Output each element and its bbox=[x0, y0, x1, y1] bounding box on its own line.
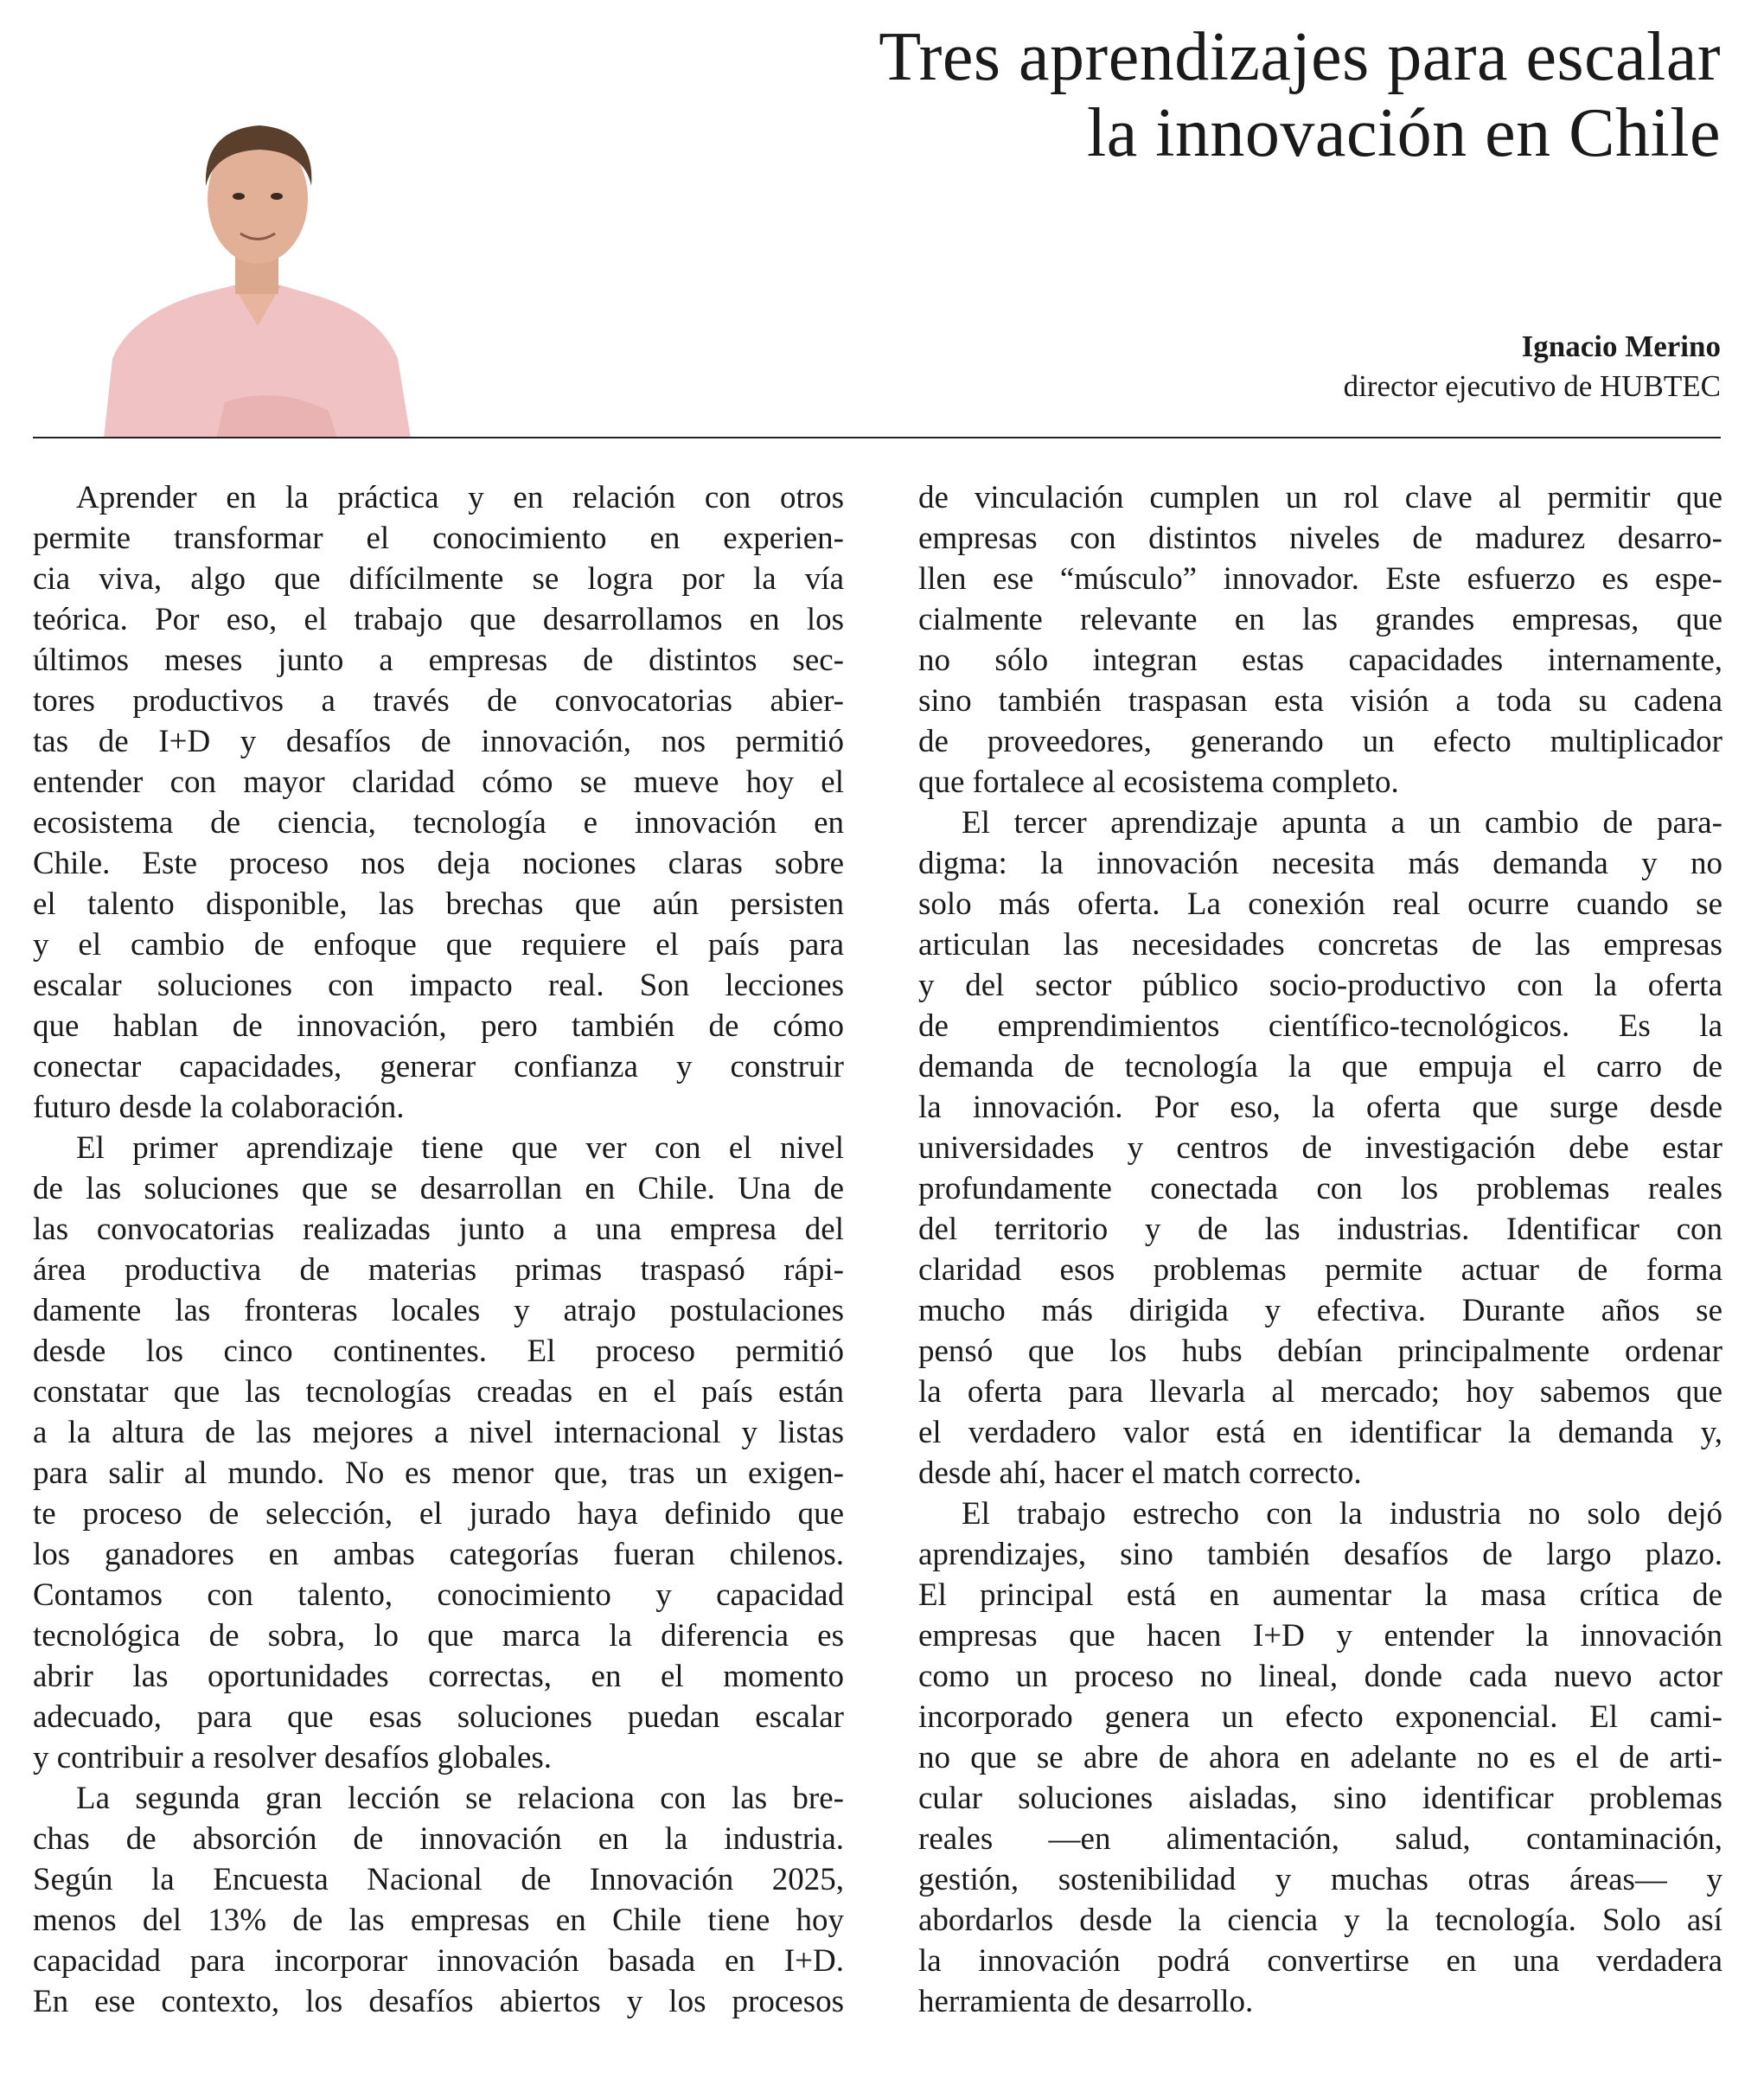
text-line: Contamos con talento, conocimiento y capacidad bbox=[33, 1577, 844, 1613]
text-line: claridad esos problemas permite actuar de forma bbox=[918, 1252, 1722, 1288]
text-line: Chile. Este proceso nos deja nociones claras sobre bbox=[33, 846, 844, 881]
title-line: la innovación en Chile bbox=[1086, 95, 1721, 171]
text-line: El primer aprendizaje tiene que ver con el nivel bbox=[76, 1130, 844, 1166]
text-line: demanda de tecnología la que empuja el carro de bbox=[918, 1049, 1722, 1084]
text-line: empresas que hacen I+D y entender la innovación bbox=[918, 1618, 1722, 1654]
text-line: para salir al mundo. No es menor que, tras un exigen- bbox=[33, 1455, 844, 1491]
text-line: menos del 13% de las empresas en Chile tiene hoy bbox=[33, 1903, 844, 1938]
text-line: tas de I+D y desafíos de innovación, nos permitió bbox=[33, 724, 844, 759]
paragraph bbox=[33, 477, 844, 1128]
text-line: la innovación. Por eso, la oferta que surge desde bbox=[918, 1090, 1722, 1125]
text-line: desde los cinco continentes. El proceso permitió bbox=[33, 1334, 844, 1369]
text-line: que fortalece al ecosistema completo. bbox=[918, 764, 1399, 800]
text-line: llen ese “músculo” innovador. Este esfuerzo es espe- bbox=[918, 561, 1722, 597]
text-line: gestión, sostenibilidad y muchas otras áreas— y bbox=[918, 1862, 1722, 1897]
text-line: no sólo integran estas capacidades internamente, bbox=[918, 643, 1722, 678]
text-line: El principal está en aumentar la masa crítica de bbox=[918, 1577, 1722, 1613]
text-line: escalar soluciones con impacto real. Son lecciones bbox=[33, 968, 844, 1003]
text-line: empresas con distintos niveles de madurez desarro- bbox=[918, 521, 1722, 556]
text-line: tores productivos a través de convocatorias abier- bbox=[33, 683, 844, 719]
text-line: constatar que las tecnologías creadas en el país están bbox=[33, 1374, 844, 1410]
text-line: y contribuir a resolver desafíos globales. bbox=[33, 1740, 553, 1775]
text-line: tecnológica de sobra, lo que marca la diferencia es bbox=[33, 1618, 844, 1654]
author-name: Ignacio Merino bbox=[1521, 329, 1721, 363]
text-line: sino también traspasan esta visión a toda su cadena bbox=[918, 683, 1722, 719]
text-line: profundamente conectada con los problemas reales bbox=[918, 1171, 1722, 1206]
title-line: Tres aprendizajes para escalar bbox=[879, 19, 1721, 95]
text-line: abordarlos desde la ciencia y la tecnología. Solo así bbox=[918, 1903, 1722, 1938]
text-line: entender con mayor claridad cómo se mueve hoy el bbox=[33, 764, 844, 800]
text-line: chas de absorción de innovación en la industria. bbox=[33, 1821, 844, 1857]
header-divider bbox=[33, 437, 1721, 438]
text-line: En ese contexto, los desafíos abiertos y los procesos bbox=[33, 1984, 844, 2019]
text-line: de las soluciones que se desarrollan en Chile. Una de bbox=[33, 1171, 844, 1206]
text-line: cular soluciones aisladas, sino identificar problemas bbox=[918, 1781, 1722, 1816]
text-line: La segunda gran lección se relaciona con las bre- bbox=[76, 1781, 844, 1816]
paragraph bbox=[918, 477, 1722, 803]
text-line: las convocatorias realizadas junto a una empresa del bbox=[33, 1212, 844, 1247]
byline bbox=[1344, 327, 1721, 406]
text-line: pensó que los hubs debían principalmente ordenar bbox=[918, 1334, 1722, 1369]
text-column-right bbox=[918, 477, 1722, 2022]
text-line: de vinculación cumplen un rol clave al permitir que bbox=[918, 480, 1722, 515]
text-line: los ganadores en ambas categorías fueran chilenos. bbox=[33, 1537, 844, 1572]
text-line: la innovación podrá convertirse en una verdadera bbox=[918, 1943, 1722, 1979]
text-line: de proveedores, generando un efecto multiplicador bbox=[918, 724, 1722, 759]
text-line: futuro desde la colaboración. bbox=[33, 1090, 405, 1125]
paragraph bbox=[918, 803, 1722, 1494]
text-line: digma: la innovación necesita más demanda y no bbox=[918, 846, 1722, 881]
text-line: de emprendimientos científico-tecnológicos. Es la bbox=[918, 1008, 1722, 1044]
text-line: últimos meses junto a empresas de distintos sec- bbox=[33, 643, 844, 678]
author-role: director ejecutivo de HUBTEC bbox=[1343, 369, 1721, 403]
text-line: ecosistema de ciencia, tecnología e innovación en bbox=[33, 805, 844, 841]
text-line: cialmente relevante en las grandes empresas, que bbox=[918, 602, 1722, 637]
text-line: la oferta para llevarla al mercado; hoy sabemos que bbox=[918, 1374, 1722, 1410]
author-photo bbox=[104, 99, 411, 438]
text-line: área productiva de materias primas traspasó rápi- bbox=[33, 1252, 844, 1288]
author-portrait-image bbox=[104, 99, 411, 438]
text-line: te proceso de selección, el jurado haya definido que bbox=[33, 1496, 844, 1532]
text-line: del territorio y de las industrias. Identificar con bbox=[918, 1212, 1722, 1247]
text-line: desde ahí, hacer el match correcto. bbox=[918, 1455, 1362, 1491]
text-line: aprendizajes, sino también desafíos de largo plazo. bbox=[918, 1537, 1722, 1572]
text-line: mucho más dirigida y efectiva. Durante años se bbox=[918, 1293, 1722, 1328]
text-line: El trabajo estrecho con la industria no solo dejó bbox=[962, 1496, 1722, 1532]
paragraph bbox=[33, 1778, 844, 2022]
text-line: el verdadero valor está en identificar la demanda y, bbox=[918, 1415, 1722, 1450]
article-title bbox=[879, 19, 1721, 171]
text-line: capacidad para incorporar innovación basada en I+D. bbox=[33, 1943, 844, 1979]
text-line: Aprender en la práctica y en relación con otros bbox=[76, 480, 844, 515]
text-column-left bbox=[33, 477, 844, 2022]
text-line: que hablan de innovación, pero también de cómo bbox=[33, 1008, 844, 1044]
text-line: a la altura de las mejores a nivel internacional y listas bbox=[33, 1415, 844, 1450]
text-line: solo más oferta. La conexión real ocurre cuando se bbox=[918, 886, 1722, 922]
text-line: el talento disponible, las brechas que aún persisten bbox=[33, 886, 844, 922]
text-line: universidades y centros de investigación debe estar bbox=[918, 1130, 1722, 1166]
text-line: El tercer aprendizaje apunta a un cambio de para- bbox=[962, 805, 1722, 841]
text-line: reales —en alimentación, salud, contaminación, bbox=[918, 1821, 1722, 1857]
text-line: como un proceso no lineal, donde cada nuevo actor bbox=[918, 1659, 1722, 1694]
text-line: no que se abre de ahora en adelante no es el de arti- bbox=[918, 1740, 1722, 1775]
text-line: cia viva, algo que difícilmente se logra por la vía bbox=[33, 561, 844, 597]
text-line: adecuado, para que esas soluciones puedan escalar bbox=[33, 1699, 844, 1735]
text-line: conectar capacidades, generar confianza y construir bbox=[33, 1049, 844, 1084]
text-line: herramienta de desarrollo. bbox=[918, 1984, 1254, 2019]
text-line: y del sector público socio-productivo con la oferta bbox=[918, 968, 1722, 1003]
text-line: teórica. Por eso, el trabajo que desarrollamos en los bbox=[33, 602, 844, 637]
text-line: y el cambio de enfoque que requiere el país para bbox=[33, 927, 844, 963]
text-line: damente las fronteras locales y atrajo postulaciones bbox=[33, 1293, 844, 1328]
paragraph bbox=[918, 1494, 1722, 2022]
text-line: Según la Encuesta Nacional de Innovación 2025, bbox=[33, 1862, 844, 1897]
text-line: permite transformar el conocimiento en experien- bbox=[33, 521, 844, 556]
paragraph bbox=[33, 1128, 844, 1778]
text-line: incorporado genera un efecto exponencial. El cami- bbox=[918, 1699, 1722, 1735]
text-line: articulan las necesidades concretas de las empresas bbox=[918, 927, 1722, 963]
text-line: abrir las oportunidades correctas, en el momento bbox=[33, 1659, 844, 1694]
